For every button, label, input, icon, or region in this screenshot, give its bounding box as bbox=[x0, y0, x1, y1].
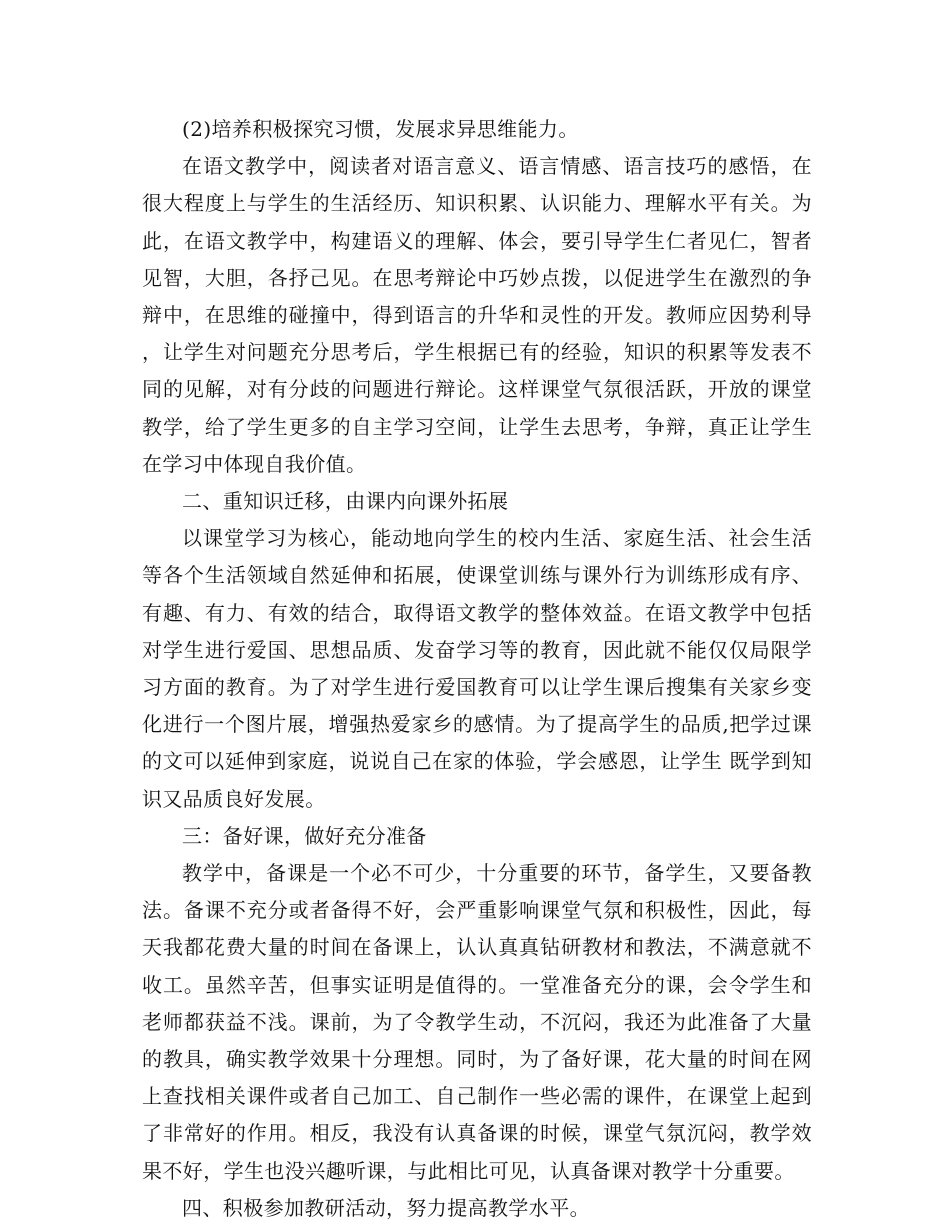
section-heading-teaching-research: 四、积极参加教研活动，努力提高教学水平。 bbox=[182, 1195, 590, 1220]
paragraph-text: 以课堂学习为核心，能动地向学生的校内生活、家庭生活、社会生活等各个生活领域自然延伸和拓展，使课堂训练与课外行为训练形成有序、有趣、有力、有效的结合，取得语文教学的整体效益。在语文教学中包括对学生进行爱国、思想品质、发奋学习等的教育，因此就不能仅仅局限学习方面的教育。为了对学生进行爱国教育可以让学生课后搜集有关家乡变化进行一个图片展，增强热爱家乡的感情。为了提高学生的品质,把学过课的文可以延伸到家庭，说说自己在家的体验，学会感恩，让学生 既学到知识又品质良好发展。 bbox=[142, 526, 812, 811]
section-heading-lesson-preparation: 三：备好课，做好充分准备 bbox=[182, 823, 427, 848]
document-body bbox=[142, 111, 812, 1227]
paragraph-text: 在语文教学中，阅读者对语言意义、语言情感、语言技巧的感悟，在很大程度上与学生的生活经历、知识积累、认识能力、理解水平有关。为此，在语文教学中，构建语义的理解、体会，要引导学生仁者见仁，智者见智，大胆，各抒己见。在思考辩论中巧妙点拨，以促进学生在激烈的争辩中，在思维的碰撞中，得到语言的升华和灵性的开发。教师应因势利导，让学生对问题充分思考后，学生根据已有的经验，知识的积累等发表不同的见解，对有分歧的问题进行辩论。这样课堂气氛很活跃，开放的课堂教学，给了学生更多的自主学习空间，让学生去思考，争辩，真正让学生在学习中体现自我价值。 bbox=[142, 154, 812, 476]
section-heading-knowledge-transfer: 二、重知识迁移，由课内向课外拓展 bbox=[182, 489, 509, 514]
paragraph-text: 教学中，备课是一个必不可少，十分重要的环节，备学生，又要备教法。备课不充分或者备得不好，会严重影响课堂气氛和积极性，因此，每天我都花费大量的时间在备课上，认认真真钻研教材和教法，不满意就不收工。虽然辛苦，但事实证明是值得的。一堂准备充分的课，会令学生和老师都获益不浅。课前，为了令教学生动，不沉闷，我还为此准备了大量的教具，确实教学效果十分理想。同时，为了备好课，花大量的时间在网上查找相关课件或者自己加工、自己制作一些必需的课件，在课堂上起到了非常好的作用。相反，我没有认真备课的时候，课堂气氛沉闷，教学效果不好，学生也没兴趣听课，与此相比可见，认真备课对教学十分重要。 bbox=[142, 861, 812, 1183]
subheading-inquiry-habits: (2)培养积极探究习惯，发展求异思维能力。 bbox=[182, 117, 579, 141]
